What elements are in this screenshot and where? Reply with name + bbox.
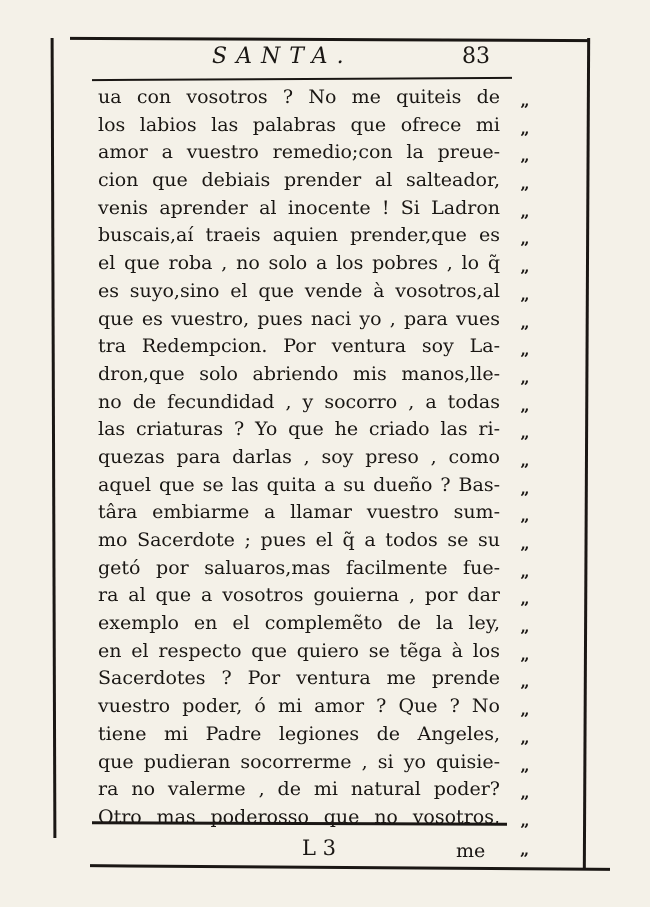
quote-mark: „ bbox=[520, 506, 530, 526]
quote-mark: „ bbox=[520, 534, 530, 553]
quote-mark: „ bbox=[520, 395, 530, 415]
left-rule bbox=[51, 38, 57, 838]
quote-mark: „ bbox=[520, 118, 530, 138]
quote-mark: „ bbox=[520, 284, 530, 304]
text-line: exemplo en el complemẽto de la ley, bbox=[98, 612, 500, 635]
quote-mark: „ bbox=[520, 810, 530, 830]
catchword: me bbox=[456, 840, 486, 862]
text-line: tiene mi Padre legiones de Angeles, bbox=[98, 722, 500, 745]
quote-mark: „ bbox=[520, 340, 530, 360]
text-line: quezas para darlas , soy preso , como bbox=[98, 445, 500, 468]
text-line: ra no valerme , de mi natural poder? bbox=[98, 778, 500, 801]
text-line: aquel que se las quita a su dueño ? Bas- bbox=[98, 473, 500, 496]
quote-mark: „ bbox=[520, 91, 530, 110]
text-line: que pudieran socorrerme , si yo quisie- bbox=[98, 750, 500, 773]
quote-mark: „ bbox=[520, 174, 530, 194]
text-line: es suyo,sino el que vende à vosotros,al bbox=[98, 279, 500, 302]
text-line: en el respecto que quiero se tẽga à los bbox=[98, 639, 500, 662]
text-line: getó por saluaros,mas facilmente fue- bbox=[98, 556, 500, 579]
text-line: las criaturas ? Yo que he criado las ri- bbox=[98, 418, 500, 441]
text-line: Otro mas poderosso que no vosotros, bbox=[98, 805, 500, 828]
body-text bbox=[98, 84, 500, 832]
quote-mark: „ bbox=[520, 727, 530, 747]
marginal-quote-marks bbox=[510, 84, 540, 832]
text-line: târa embiarme a llamar vuestro sum- bbox=[98, 501, 500, 524]
quote-mark: „ bbox=[520, 450, 530, 470]
text-line: ra al que a vosotros gouierna , por dar bbox=[98, 584, 500, 607]
quote-mark: „ bbox=[520, 201, 530, 221]
quote-mark: „ bbox=[520, 146, 530, 166]
footer-quote-mark: „ bbox=[520, 840, 530, 859]
text-line: que es vuestro, pues naci yo , para vues bbox=[98, 307, 500, 330]
foot-rule bbox=[90, 864, 610, 871]
quote-mark: „ bbox=[520, 644, 530, 664]
header-rule bbox=[92, 77, 512, 81]
quote-mark: „ bbox=[520, 589, 530, 609]
text-line: vuestro poder, ó mi amor ? Que ? No bbox=[98, 695, 500, 718]
quote-mark: „ bbox=[520, 783, 530, 803]
text-line: no de fecundidad , y socorro , a todas bbox=[98, 390, 500, 413]
text-line: dron,que solo abriendo mis manos,lle- bbox=[98, 362, 500, 385]
text-line: mo Sacerdote ; pues el q̃ a todos se su bbox=[98, 529, 500, 551]
page-number: 83 bbox=[462, 44, 490, 69]
quote-mark: „ bbox=[520, 367, 530, 387]
text-line: tra Redempcion. Por ventura soy La- bbox=[98, 335, 500, 358]
text-line: Sacerdotes ? Por ventura me prende bbox=[98, 667, 500, 690]
running-title: SANTA. bbox=[212, 44, 353, 69]
quote-mark: „ bbox=[520, 672, 530, 692]
quote-mark: „ bbox=[520, 755, 530, 775]
quote-mark: „ bbox=[520, 423, 530, 443]
quote-mark: „ bbox=[520, 478, 530, 498]
text-line: venis aprender al inocente ! Si Ladron bbox=[98, 196, 500, 219]
text-line: cion que debiais prender al salteador, bbox=[98, 169, 500, 192]
signature-mark: L 3 bbox=[302, 836, 336, 860]
quote-mark: „ bbox=[520, 700, 530, 720]
text-line: amor a vuestro remedio;con la preue- bbox=[98, 141, 500, 164]
quote-mark: „ bbox=[520, 257, 530, 277]
quote-mark: „ bbox=[520, 561, 530, 581]
quote-mark: „ bbox=[520, 617, 530, 637]
text-line: el que roba , no solo a los pobres , lo q̃ bbox=[98, 252, 500, 275]
top-rule bbox=[70, 37, 590, 42]
text-line: los labios las palabras que ofrece mi bbox=[98, 113, 500, 136]
text-line: buscais,aí traeis aquien prender,que es bbox=[98, 224, 500, 247]
quote-mark: „ bbox=[520, 229, 530, 249]
quote-mark: „ bbox=[520, 312, 530, 332]
right-rule bbox=[583, 38, 590, 868]
text-line: ua con vosotros ? No me quiteis de bbox=[98, 86, 500, 108]
